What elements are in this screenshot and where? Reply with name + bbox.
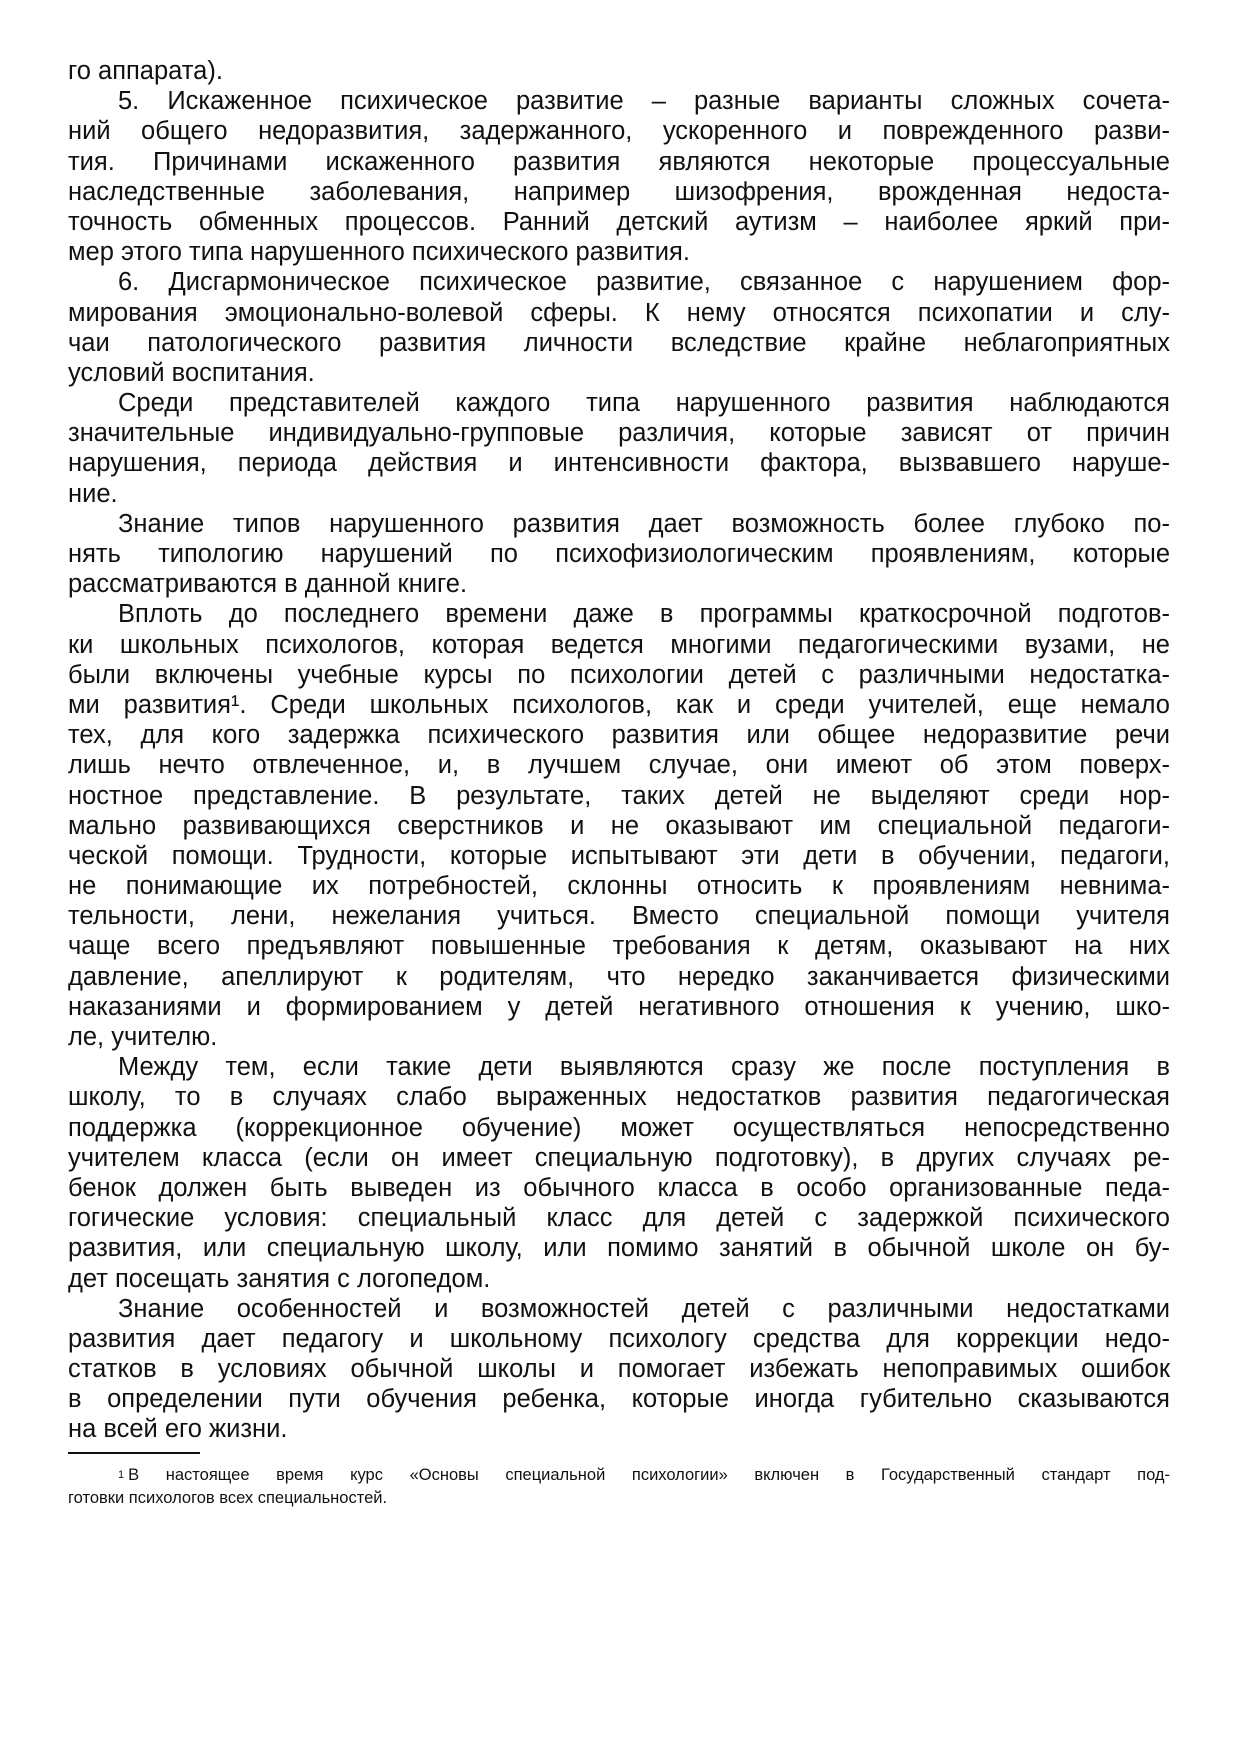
- text-line: мирования эмоционально-волевой сферы. К нему относятся психопатии и слу-: [68, 298, 1170, 327]
- text-line: ние.: [68, 479, 118, 508]
- text-line: бенок должен быть выведен из обычного класса в особо организованные педа-: [68, 1173, 1170, 1202]
- paragraph: [68, 509, 1170, 600]
- footnote-line: [68, 1464, 1170, 1487]
- text-line: поддержка (коррекционное обучение) может осуществляться непосредственно: [68, 1113, 1170, 1142]
- paragraph: [68, 1294, 1170, 1445]
- text-line: Знание типов нарушенного развития дает возможность более глубоко по-: [118, 509, 1170, 538]
- paragraph: [68, 599, 1170, 1052]
- text-line: развития, или специальную школу, или помимо занятий в обычной школе он бу-: [68, 1234, 1170, 1263]
- footnote-text: В настоящее время курс «Основы специальной психологии» включен в Государственный стандарт под-: [128, 1466, 1170, 1484]
- text-line: ческой помощи. Трудности, которые испытывают эти дети в обучении, педагоги,: [68, 841, 1170, 870]
- text-line: были включены учебные курсы по психологии детей с различными недостатка-: [68, 660, 1170, 689]
- text-line: Знание особенностей и возможностей детей с различными недостатками: [118, 1294, 1170, 1323]
- text-line: ностное представление. В результате, таких детей не выделяют среди нор-: [68, 781, 1170, 810]
- text-line: чаще всего предъявляют повышенные требования к детям, оказывают на них: [68, 932, 1170, 961]
- text-line: наследственные заболевания, например шизофрения, врожденная недоста-: [68, 177, 1170, 206]
- text-line: рассматриваются в данной книге.: [68, 570, 468, 599]
- footnote-line: [68, 1487, 1170, 1510]
- text-line: тия. Причинами искаженного развития являются некоторые процессуальные: [68, 147, 1170, 176]
- footnote-divider: [68, 1452, 200, 1454]
- text-line: гогические условия: специальный класс для детей с задержкой психического: [68, 1204, 1170, 1233]
- text-line: на всей его жизни.: [68, 1415, 288, 1444]
- text-line: лишь нечто отвлеченное, и, в лучшем случае, они имеют об этом поверх-: [68, 751, 1170, 780]
- text-line: условий воспитания.: [68, 358, 315, 387]
- text-line: го аппарата).: [68, 57, 223, 85]
- text-line: ле, учителю.: [68, 1023, 218, 1051]
- text-line: ки школьных психологов, которая ведется многими педагогическими вузами, не: [68, 630, 1170, 659]
- text-line: тельности, лени, нежелания учиться. Вместо специальной помощи учителя: [68, 902, 1170, 931]
- text-line: мер этого типа нарушенного психического развития.: [68, 238, 690, 267]
- text-line: не понимающие их потребностей, склонны относить к проявлениям невнима-: [68, 872, 1170, 901]
- text-line: Среди представителей каждого типа нарушенного развития наблюдаются: [118, 389, 1170, 418]
- text-line: ний общего недоразвития, задержанного, ускоренного и поврежденного разви-: [68, 117, 1170, 146]
- text-line: школу, то в случаях слабо выраженных недостатков развития педагогическая: [68, 1083, 1170, 1112]
- text-line: мально развивающихся сверстников и не оказывают им специальной педагоги-: [68, 811, 1170, 840]
- text-line: чаи патологического развития личности вследствие крайне неблагоприятных: [68, 328, 1170, 357]
- footnote: [68, 1464, 1170, 1510]
- paragraph: [68, 1052, 1170, 1294]
- text-line: наказаниями и формированием у детей негативного отношения к учению, шко-: [68, 992, 1170, 1021]
- text-line: ми развития¹. Среди школьных психологов, как и среди учителей, еще немало: [68, 690, 1170, 719]
- text-line: давление, апеллируют к родителям, что нередко заканчивается физическими: [68, 962, 1170, 991]
- text-line: 5. Искаженное психическое развитие – разные варианты сложных сочета-: [118, 87, 1170, 116]
- text-line: 6. Дисгармоническое психическое развитие, связанное с нарушением фор-: [118, 268, 1170, 297]
- paragraph: [68, 388, 1170, 509]
- text-line: Вплоть до последнего времени даже в программы краткосрочной подготов-: [118, 600, 1170, 629]
- footnote-text: готовки психологов всех специальностей.: [68, 1489, 388, 1507]
- paragraph: [68, 86, 1170, 267]
- text-line: дет посещать занятия с логопедом.: [68, 1264, 491, 1293]
- paragraph: [68, 267, 1170, 388]
- text-line: статков в условиях обычной школы и помогает избежать непоправимых ошибок: [68, 1355, 1170, 1384]
- text-line: в определении пути обучения ребенка, которые иногда губительно сказываются: [68, 1385, 1170, 1414]
- text-line: развития дает педагогу и школьному психологу средства для коррекции недо-: [68, 1324, 1170, 1353]
- text-line: точность обменных процессов. Ранний детский аутизм – наиболее яркий при-: [68, 207, 1170, 236]
- footnote-marker: 1: [118, 1469, 125, 1481]
- text-line: Между тем, если такие дети выявляются сразу же после поступления в: [118, 1053, 1170, 1082]
- text-line: нять типологию нарушений по психофизиологическим проявлениям, которые: [68, 540, 1170, 568]
- text-line: тех, для кого задержка психического развития или общее недоразвитие речи: [68, 721, 1170, 750]
- text-line: значительные индивидуально-групповые различия, которые зависят от причин: [68, 419, 1170, 448]
- paragraph: [68, 56, 1170, 86]
- body-text: [68, 56, 1170, 1445]
- text-line: учителем класса (если он имеет специальную подготовку), в других случаях ре-: [68, 1143, 1170, 1172]
- text-line: нарушения, периода действия и интенсивности фактора, вызвавшего наруше-: [68, 449, 1170, 478]
